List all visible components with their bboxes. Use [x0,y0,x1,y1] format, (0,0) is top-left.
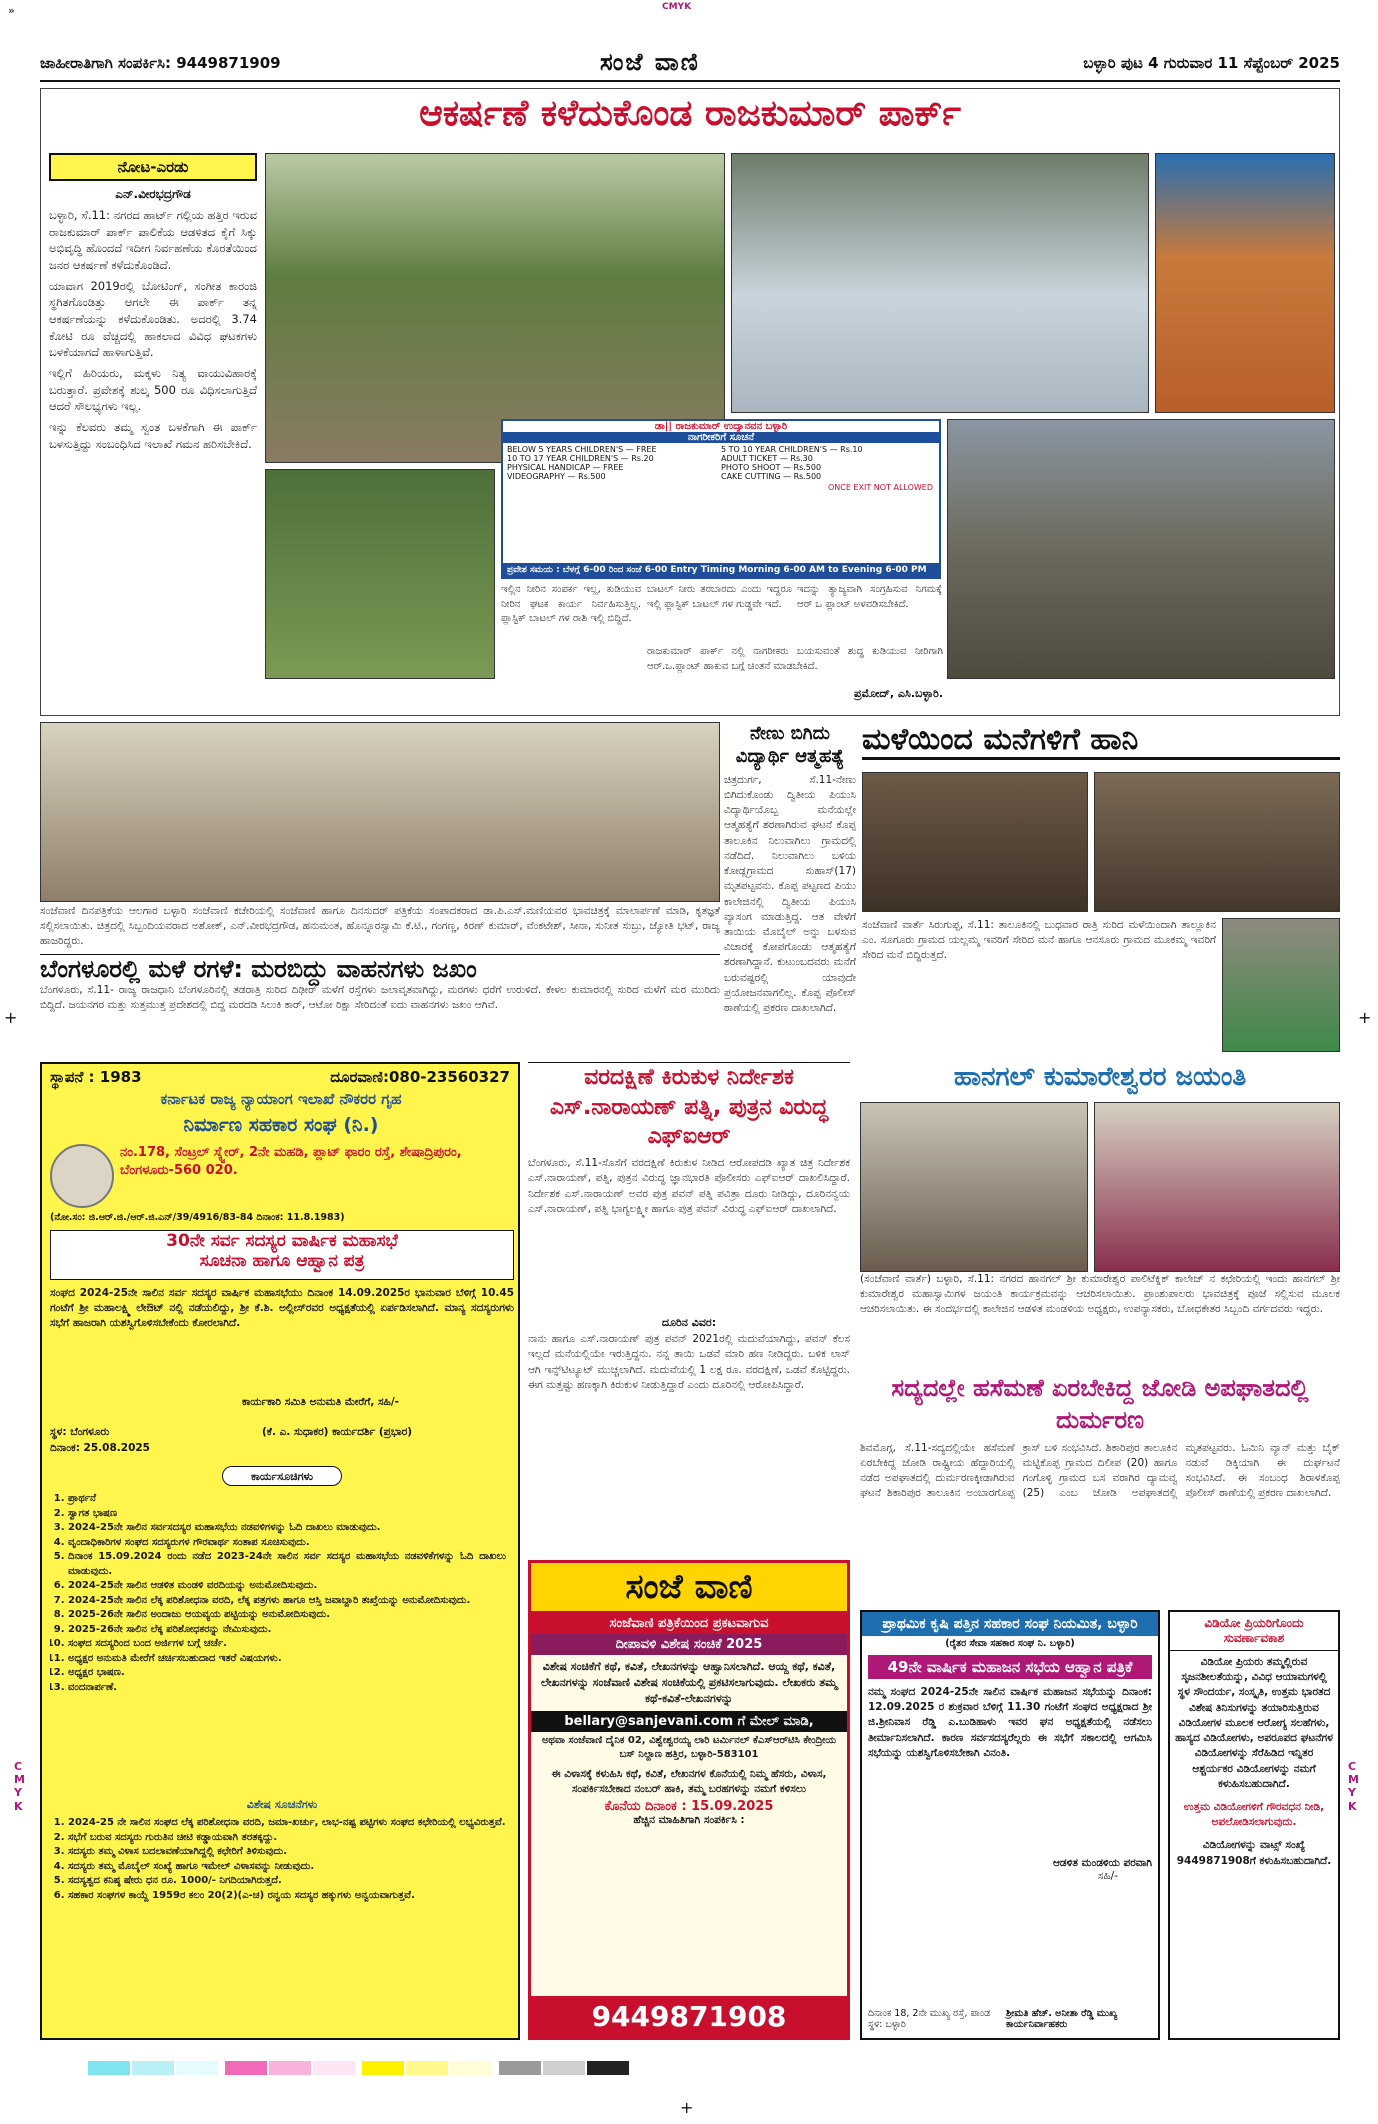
agenda-item: 8. 2025-26ನೇ ಸಾಲಿನ ಅಂದಾಜು ಆಯವ್ಯಯ ಪಟ್ಟಿಯನ್ನು ಅನುಮೋದಿಸುವುದು. [68,1608,506,1623]
cmyk-left: C M Y K [14,1760,25,1813]
note-item: 2. ಸಭೆಗೆ ಬರುವ ಸದಸ್ಯರು ಗುರುತಿನ ಚೀಟಿ ಕಡ್ಡಾಯವಾಗಿ ತರತಕ್ಕದ್ದು. [68,1831,506,1846]
sign-title: ಡಾ|| ರಾಜಕುಮಾರ್ ಉದ್ಯಾನವನ ಬಳ್ಳಾರಿ [654,421,788,432]
lead-credit: ಪ್ರಮೋದ್, ಎಸಿ.ಬಳ್ಳಾರಿ. [854,687,943,700]
sanjevani-ad-email: bellary@sanjevani.com ಗೆ ಮೇಲ್ ಮಾಡಿ, [531,1711,847,1732]
crosshair-right: + [1358,1008,1372,1027]
byline: ಎನ್.ವೀರಭದ್ರಗೌಡ [115,187,191,201]
pkps-sub: (ರೈತರ ಸೇವಾ ಸಹಕಾರ ಸಂಘ ನಿ. ಬಳ್ಳಾರಿ) [945,1638,1075,1649]
lead-footer-text: ರಾಜಕುಮಾರ್ ಪಾರ್ಕ್ ನಲ್ಲಿ ನಾಗರೀಕರು ಬಯಸುವಂತೆ ಶುದ್ಧ ಕುಡಿಯುವ ನೀರಿಗಾಗಿ ಆರ್.ಒ.ಪ್ಲಾಂಟ್ ಹಾಕುವ ಬಗ್ಗೆ ಚಿಂತನೆ ಮಾಡಬೇಕಿದೆ. [647,646,943,672]
sanjevani-ad-more: ಹೆಚ್ಚಿನ ಮಾಹಿತಿಗಾಗಿ ಸಂಪರ್ಕಿಸಿ : [633,1814,745,1827]
coop-ad [40,1062,520,2040]
lead-caption-3: ಇದನ್ನು ತ್ಯಾಜ್ಯವಾಗಿ ಸಂಗ್ರಹಿಸುವ ನಿಗಮಕ್ಕೆ ಆರ್ ಒ ಪ್ಲಾಂಟ್ ಅಳವಡಿಸಬೇಕಿದೆ. [797,584,942,610]
crosshair-left: + [4,1008,18,1027]
woman-photo [1222,918,1340,1052]
hanagal-photo-2 [1094,1102,1340,1272]
fir-body-1: ಬೆಂಗಳೂರು, ಸೆ.11-ಸೊಸೆಗೆ ವರದಕ್ಷಿಣೆ ಕಿರುಕುಳ ನೀಡಿದ ಆರೋಪದಡಿ ಖ್ಯಾತ ಚಿತ್ರ ನಿರ್ದೇಶಕ ಎಸ್.ನಾರಾಯಣ್, ಪತ್ನಿ, ಪುತ್ರನ ವಿರುದ್ಧ ಜ್ಞಾನಭಾರತಿ ಪೊಲೀಸರು ಎಫ್‌ಐಆರ್ ದಾಖಲಿಸಿದ್ದಾರೆ. ನಿರ್ದೇಶಕ ಎಸ್.ನಾರಾಯಣ್ ಅವರ ಪುತ್ರ ಪವನ್ ಪತ್ನಿ ಪವಿತ್ರಾ ದೂರು ನೀಡಿದ್ದು, ದೂರಿನನ್ವಯ ಎಸ್.ನಾರಾಯಣ್, ಪತ್ನಿ ಭಾಗ್ಯಲಕ್ಷ್ಮೀ ಹಾಗೂ ಪುತ್ರ ಪವನ್ ವಿರುದ್ಧ ಎಫ್‌ಐಆರ್ ದಾಖಲಾಗಿದೆ. [528,1157,850,1215]
rain-house-story [862,722,1340,1052]
sign-header: ನಾಗರೀಕರಿಗೆ ಸೂಚನೆ [503,432,939,443]
fir-story [528,1062,850,1554]
color-registration-bar [88,2060,988,2076]
agenda-item: 1. ಪ್ರಾರ್ಥನೆ [68,1492,506,1507]
coop-banner-2: ಸೂಚನಾ ಹಾಗೂ ಆಹ್ವಾನ ಪತ್ರ [199,1251,365,1271]
sign-note: ONCE EXIT NOT ALLOWED [827,483,933,492]
section-tag: ನೋಟ-ಎರಡು [49,153,257,181]
plastic-bottles-photo [731,153,1149,413]
note-item: 3. ಸದಸ್ಯರು ತಮ್ಮ ವಿಳಾಸ ಬದಲಾವಣೆಯಾಗಿದ್ದಲ್ಲಿ ಕಛೇರಿಗೆ ತಿಳಿಸುವುದು. [68,1845,506,1860]
sanjevani-ad-title: ಸಂಜೆವಾಣಿ ಪತ್ರಿಕೆಯಿಂದ ಪ್ರಕಟವಾಗುವ [531,1613,847,1634]
pkps-place: ದಿನಾಂಕ 18, 2ನೇ ಮುಖ್ಯ ರಸ್ತೆ, ಪಾಂಡ ಸ್ಥಳ: ಬಳ್ಳಾರಿ [868,2008,991,2030]
note-item: 4. ಸದಸ್ಯರು ತಮ್ಮ ಮೊಬೈಲ್ ಸಂಖ್ಯೆ ಹಾಗೂ ಇಮೇಲ್ ವಿಳಾಸವನ್ನು ನೀಡುವುದು. [68,1860,506,1875]
sign-rate: 5 TO 10 YEAR CHILDREN'S — Rs.10 [721,445,863,454]
hanagal-story [860,1062,1340,1284]
lead-caption-1: ಇಲ್ಲಿನ ನೀರಿನ ಸಂಪರ್ಕ ಇಲ್ಲ, ಕುಡಿಯುವ ನೀರಿನ ಘಟಕ ಕಾರ್ಯ ನಿರ್ವಹಿಸುತ್ತಿಲ್ಲ. ಪ್ಲಾಸ್ಟಿಕ್ ಬಾಟಲ್ ಗಳ ರಾಶಿ ಇಲ್ಲಿ ಬಿದ್ದಿದೆ. [501,584,641,624]
crosshair-bottom: + [680,2098,694,2117]
agenda-item: 2. ಸ್ವಾಗತ ಭಾಷಣ [68,1507,506,1522]
agenda-item: 3. 2024-25ನೇ ಸಾಲಿನ ಸರ್ವಸದಸ್ಯರ ಮಹಾಸಭೆಯ ನಡವಳಿಗಳನ್ನು ಓದಿ ದಾಖಲು ಮಾಡುವುದು. [68,1521,506,1536]
coop-banner [50,1230,514,1280]
accident-headline: ಸದ್ಯದಲ್ಲೇ ಹಸೆಮಣೆ ಏರಬೇಕಿದ್ದ ಜೋಡಿ ಅಪಘಾತದಲ್ಲಿ ದುರ್ಮರಣ [891,1374,1309,1435]
agenda-title: ಕಾರ್ಯಸೂಚಿಗಳು [222,1466,342,1486]
pkps-sahi: ಸಹಿ/- [1097,1870,1118,1882]
coop-phone: ದೂರವಾಣಿ:080-23560327 [330,1068,510,1086]
header-bar [40,48,1340,82]
video-ad-line-2: ಉತ್ತಮ ವಿಡಿಯೋಗಳಿಗೆ ಗೌರವಧನ ನೀಡಿ, ಅಪಲೋಡಿಸಲಾಗುವುದು. [1183,1800,1325,1829]
student-headline: ನೇಣು ಬಿಗಿದು ವಿದ್ಯಾರ್ಥಿ ಆತ್ಮಹತ್ಯೆ [735,723,845,768]
sign-timing: ಪ್ರವೇಶ ಸಮಯ : ಬೆಳಗ್ಗೆ 6-00 ರಿಂದ ಸಂಜೆ 6-00 Entry Timing Morning 6-00 AM to Evening 6-00 PM [503,563,939,577]
rain-house-body: ಸಂಜೆವಾಣಿ ವಾರ್ತೆ ಸಿರುಗುಪ್ಪ, ಸೆ.11: ತಾಲೂಕಿನಲ್ಲಿ ಬುಧವಾರ ರಾತ್ರಿ ಸುರಿದ ಮಳೆಯಿಂದಾಗಿ ತಾಲ್ಲೂಕಿನ ಎಂ. ಸೂಗೂರು ಗ್ರಾಮದ ಯಲ್ಲಮ್ಮ ಇವರಿಗೆ ಸೇರಿದ ಮನೆ ಹಾಗೂ ಆನಸೂರು ಗ್ರಾಮದ ಮೂಕಮ್ಮ ಇವರಿಗೆ ಸೇರಿದ ಮನೆ ಬಿದ್ದಿರುತ್ತದೆ. [862,919,1216,962]
student-body: ಚಿತ್ರದುರ್ಗ, ಸೆ.11-ನೇಣು ಬಿಗಿದುಕೊಂಡು ದ್ವಿತೀಯ ಪಿಯುಸಿ ವಿದ್ಯಾರ್ಥಿಯೊಬ್ಬ ಮನೆಯಲ್ಲೇ ಆತ್ಮಹತ್ಯೆಗೆ ಶರಣಾಗಿರುವ ಘಟನೆ ಕೊಪ್ಪ ತಾಲೂಕಿನ ನಿಲುವಾಗಿಲು ಗ್ರಾಮದಲ್ಲಿ ನಡೆದಿದೆ. ನಿಲುವಾಗಿಲು ಬಳಿಯ ಕೋಡ್ಲಗ್ರಾಮದ ಸುಹಾಸ್(17) ಮೃತಪಟ್ಟವನು. ಕೊಪ್ಪ ಪಟ್ಟಣದ ಪಿಯು ಕಾಲೇಜಿನಲ್ಲಿ ದ್ವಿತೀಯ ಪಿಯುಸಿ ವ್ಯಾಸಂಗ ಮಾಡುತ್ತಿದ್ದ. ಆತ ವೇಳೆಗೆ ತಾಯಿಯ ಮೊಬೈಲ್ ಅನ್ನು ಬಳಸುವ ವಿಚಾರಕ್ಕೆ ಕೋಪಗೊಂಡು ಆತ್ಮಹತ್ಯೆಗೆ ಶರಣಾಗಿದ್ದಾನೆ. ಕುಟುಂಬದವರು ಮನೆಗೆ ಬರುವಷ್ಟರಲ್ಲಿ ಯಾವುದೇ ಪ್ರಯೋಜನವಾಗಲಿಲ್ಲ. ಕೊಪ್ಪ ಪೊಲೀಸ್ ಠಾಣೆಯಲ್ಲಿ ಪ್ರಕರಣ ದಾಖಲಾಗಿದೆ. [724,773,856,1015]
top-arrows: » [8,4,15,17]
bengaluru-rain-headline: ಬೆಂಗಳೂರಲ್ಲಿ ಮಳೆ ರಗಳೆ: ಮರಬಿದ್ದು ವಾಹನಗಳು ಜಖಂ [40,955,477,983]
fir-headline: ವರದಕ್ಷಿಣೆ ಕಿರುಕುಳ ನಿರ್ದೇಶಕ ಎಸ್.ನಾರಾಯಣ್ ಪತ್ನಿ, ಪುತ್ರನ ವಿರುದ್ಧ ಎಫ್‌ಐಆರ್ [549,1065,829,1150]
lead-headline: ಆಕರ್ಷಣೆ ಕಳೆದುಕೊಂಡ ರಾಜಕುಮಾರ್ ಪಾರ್ಕ್ [419,93,961,134]
cmyk-right: C M Y K [1348,1760,1359,1813]
park-pathway-photo [265,153,725,463]
agenda-item: 7. 2024-25ನೇ ಸಾಲಿನ ಲೆಕ್ಕ ಪರಿಶೋಧನಾ ವರದಿ, ಲೆಕ್ಕ ಪತ್ರಗಳು ಹಾಗೂ ಆಸ್ತಿ ಜವಾಬ್ದಾರಿ ತಃಖ್ತೆಯನ್ನು ಅನುಮೋದಿಸುವುದು. [68,1594,506,1609]
lead-story [40,88,1340,716]
sign-rate: CAKE CUTTING — Rs.500 [721,472,822,481]
pkps-signoff: ಆಡಳಿತ ಮಂಡಳಿಯ ಪರವಾಗಿ [1053,1857,1152,1869]
masthead: ಸಂಜೆ ವಾಣಿ [600,48,700,76]
damaged-roof-photo-2 [1094,772,1340,912]
lead-caption-2: ಬಾಟಲ್ ನೀರು ತರಬಾರದು ಎಂದು ಇದ್ದರೂ ಇಲ್ಲಿ ಪ್ಲಾಸ್ಟಿಕ್ ಬಾಟಲ್ ಗಳ ಗುಡ್ಡವೇ ಇದೆ. [647,584,792,610]
tribute-caption: ಸಂಜೆವಾಣಿ ದಿನಪತ್ರಿಕೆಯ ಆಲಗಾರ ಬಳ್ಳಾರಿ ಸಂಜೆವಾಣಿ ಕಚೇರಿಯಲ್ಲಿ ಸಂಜೆವಾಣಿ ಹಾಗೂ ದಿನಸುದರ್ ಪತ್ರಿಕೆಯ ಸಂಪಾದಕರಾದ ಡಾ.ಪಿ.ಎಸ್.ಮಣಿಯವರ ಭಾವಚಿತ್ರಕ್ಕೆ ಮಾಲಾರ್ಪಣೆ ಮಾಡಿ, ಕೃತಜ್ಞತೆ ಸಲ್ಲಿಸಲಾಯಿತು. ಚಿತ್ರದಲ್ಲಿ ಸಿಬ್ಬಂದಿಯವರಾದ ಅಶೋಕ್, ಎನ್.ವೀರಭದ್ರಗೌಡ, ಹನುಮಂತ, ಹೊನ್ನೂರಸ್ವಾಮಿ ಕೆ.ಟಿ., ಗಂಗಣ್ಣ, ಕಿರಣ್ ಕುಮಾರ್, ವೆಂಕಟೇಶ್, ಸೀನಾ, ಸುನೀತ ಸುಬ್ರು, ಜ್ಯೋತಿ ಭಟ್, ರಾಜ್ಯ ಹಾಜರಿದ್ದರು. [40,905,720,948]
building-photo [1155,153,1335,413]
note-item: 6. ಸಹಕಾರ ಸಂಘಗಳ ಕಾಯ್ದೆ 1959ರ ಕಲಂ 20(2)(ಎ-ಚ) ರನ್ವಯ ಸದಸ್ಯರ ಹಕ್ಕುಗಳು ಅನ್ವಯವಾಗುತ್ತವೆ. [68,1889,506,1904]
coop-secretary: (ಕೆ. ಎ. ಸುಧಾಕರ) ಕಾರ್ಯದರ್ಶಿ (ಪ್ರಭಾರ) [262,1426,413,1438]
ad-contact: ಜಾಹೀರಾತಿಗಾಗಿ ಸಂಪರ್ಕಿಸಿ: 9449871909 [40,54,281,72]
notes-title: ವಿಶೇಷ ಸೂಚನೆಗಳು [246,1798,318,1811]
sign-rate: 10 TO 17 YEAR CHILDREN'S — Rs.20 [507,454,654,463]
lead-column: ಬಳ್ಳಾರಿ, ಸೆ.11: ನಗರದ ಹಾರ್ಟ್ ಗಲ್ಲಿಯ ಹತ್ತಿರ ಇರುವ ರಾಜಕುಮಾರ್ ಪಾರ್ಕ್ ಪಾಲಿಕೆಯ ಆಡಳಿತದ ಕೈಗೆ ಸಿಕ್ಕು ಅಭಿವೃದ್ಧಿ ಹೊಂದದೆ ಇದೀಗ ನಿರ್ವಹಣೆಯ ಕೊರತೆಯಿಂದ ಜನರ ಆಕರ್ಷಣೆ ಕಳೆದುಕೊಂಡಿದೆ. ಯಾವಾಗ 2019ರಲ್ಲಿ ಬೋಟಿಂಗ್, ಸಂಗೀತ ಕಾರಂಜಿ ಸ್ಥಗಿತಗೊಂಡಿತ್ತು ಆಗಲೇ ಈ ಪಾರ್ಕ್ ತನ್ನ ಆಕರ್ಷಣೆಯನ್ನು ಕಳೆದುಕೊಂಡಿತು. ಅದರಲ್ಲಿ 3.74 ಕೋಟಿ ರೂ ವೆಚ್ಚದಲ್ಲಿ ಹಾಕಲಾದ ವಿವಿಧ ಘಟಕಗಳು ಬಳಕೆಯಾಗದೆ ಹಾಳಾಗುತ್ತಿವೆ. ಇಲ್ಲಿಗೆ ಹಿರಿಯರು, ಮಕ್ಕಳು ನಿತ್ಯ ವಾಯುವಿಹಾರಕ್ಕೆ ಬರುತ್ತಾರೆ. ಪ್ರವೇಶಕ್ಕೆ ಶುಲ್ಕ 500 ರೂ ವಿಧಿಸಲಾಗುತ್ತಿದೆ ಆದರೆ ಸೌಲಭ್ಯಗಳು ಇಲ್ಲ. ಇನ್ನು ಕೆಲವರು ತಮ್ಮ ಸ್ವಂತ ಬಳಕೆಗಾಗಿ ಈ ಪಾರ್ಕ್ ಬಳಸುತ್ತಿದ್ದು ಸಂಬಂಧಿಸಿದ ಇಲಾಖೆ ಗಮನ ಹರಿಸಬೇಕಿದೆ. [49,208,257,451]
pkps-ad [860,1610,1160,2040]
agenda-item: 6. 2024-25ನೇ ಸಾಲಿನ ಆಡಳಿತ ಮಂಡಳಿ ವರದಿಯನ್ನು ಅನುಮೋದಿಸುವುದು. [68,1579,506,1594]
bengaluru-rain-story [40,954,720,1046]
sign-rate: ADULT TICKET — Rs.30 [721,454,813,463]
sign-rate: VIDEOGRAPHY — Rs.500 [507,472,606,481]
sanjevani-ad-subtitle: ದೀಪಾವಳಿ ವಿಶೇಷ ಸಂಚಿಕೆ 2025 [531,1634,847,1655]
sanjevani-ad-body: ವಿಶೇಷ ಸಂಚಿಕೆಗೆ ಕಥೆ, ಕವಿತೆ, ಲೇಖನಗಳನ್ನು ಆಹ್ವಾನಿಸಲಾಗಿದೆ. ಆಯ್ದ ಕಥೆ, ಕವಿತೆ, ಲೇಖನಗಳನ್ನು ಸಂಜೆವಾಣಿ ವಿಶೇಷ ಸಂಚಿಕೆಯಲ್ಲಿ ಪ್ರಕಟಿಸಲಾಗುವುದು. ಲೇಖಕರು ತಮ್ಮ ಕಥೆ-ಕವಿತೆ-ಲೇಖನಗಳನ್ನು [540,1660,838,1705]
hanagal-headline: ಹಾನಗಲ್ ಕುಮಾರೇಶ್ವರರ ಜಯಂತಿ [953,1062,1247,1092]
fir-subhead: ದೂರಿನ ವಿವರ: [661,1316,717,1330]
rain-house-headline: ಮಳೆಯಿಂದ ಮನೆಗಳಿಗೆ ಹಾನಿ [862,722,1340,760]
high-court-emblem-icon [50,1144,114,1208]
video-ad-heading: ವಿಡಿಯೋ ಪ್ರಿಯರಿಗೊಂದು ಸುವರ್ಣಾವಕಾಶ [1170,1612,1338,1651]
sanjevani-ad-deadline: ಕೊನೆಯ ದಿನಾಂಕ : 15.09.2025 [604,1799,774,1815]
coop-established: ಸ್ಥಾಪನೆ : 1983 [50,1068,142,1086]
agenda-item: 9. 2025-26ನೇ ಸಾಲಿನ ಲೆಕ್ಕ ಪರಿಶೋಧಕರನ್ನು ನೇಮಿಸುವುದು. [68,1623,506,1638]
sanjevani-ad-body-2: ಈ ವಿಳಾಸಕ್ಕೆ ಕಳುಹಿಸಿ ಕಥೆ, ಕವಿತೆ, ಲೇಖನಗಳ ಕೊನೆಯಲ್ಲಿ ನಿಮ್ಮ ಹೆಸರು, ವಿಳಾಸ, ಸಂಪರ್ಕಿಸಬೇಕಾದ ನಂಬರ್ ಹಾಕಿ, ತಮ್ಮ ಬರಹಗಳನ್ನು ನಮಗೆ ಕಳಿಸಲು [551,1767,827,1796]
coop-reg: (ನೋ.ಸಂ: ಜಿ.ಆರ್.ಜಿ./ಆರ್.ಜಿ.ಎನ್/39/4916/83-84 ದಿನಾಂಕ: 11.8.1983) [50,1212,345,1223]
agenda-item: 4. ವೃಂದಾಧಿಕಾರಿಗಳ ಸಂಘದ ಸದಸ್ಯರುಗಳ ಗೌರವಾರ್ಥ ಸಂತಾಪ ಸೂಚಿಸುವುದು. [68,1536,506,1551]
top-cmyk-mark: CMYK [662,2,692,12]
accident-body: ಶಿವಮೊಗ್ಗ, ಸೆ.11-ಸದ್ಯದಲ್ಲಿಯೇ ಹಸೆಮಣೆ ಏರಬೇಕಿದ್ದ ಜೋಡಿ ರಾಷ್ಟ್ರೀಯ ಹೆದ್ದಾರಿಯಲ್ಲಿ ನಡೆದ ಅಪಘಾತದಲ್ಲಿ ದುರ್ಮರಣಕ್ಕೀಡಾಗಿರುವ ಘಟನೆ ಶಿಕಾರಿಪುರ ತಾಲೂಕಿನ ಅಂಬಾರಗೊಪ್ಪ ಕ್ರಾಸ್ ಬಳಿ ಸಂಭವಿಸಿದೆ. ಶಿಕಾರಿಪುರ ತಾಲೂಕಿನ ಮಟ್ಟಿಕೊಪ್ಪ ಗ್ರಾಮದ ದಿಲೀಪ (20) ಹಾಗೂ ಗಂಗೊಳ್ಳಿ ಗ್ರಾಮದ ಬಸ ವರಾಗಿರ ದ್ಯಾಮವ್ವ (25) ಎಂಬ ಜೋಡಿ ಅಪಘಾತದಲ್ಲಿ ಮೃತಪಟ್ಟವರು. ಓಮಿನಿ ವ್ಯಾನ್ ಮತ್ತು ಬೈಕ್ ನಡುವೆ ಡಿಕ್ಕಿಯಾಗಿ ಈ ದುರ್ಘಟನೆ ಸಂಭವಿಸಿದೆ. ಈ ಸಂಬಂಧ ಶಿರಾಳಕೊಪ್ಪ ಪೊಲೀಸ್ ಠಾಣೆಯಲ್ಲಿ ಪ್ರಕರಣ ದಾಖಲಾಗಿದೆ. [860,1441,1340,1500]
note-item: 1. 2024-25 ನೇ ಸಾಲಿನ ಸಂಘದ ಲೆಕ್ಕ ಪರಿಶೋಧನಾ ವರದಿ, ಜಮಾ-ಖರ್ಚು, ಲಾಭ-ನಷ್ಟ ಪಟ್ಟಿಗಳು ಸಂಘದ ಕಛೇರಿಯಲ್ಲಿ ಲಭ್ಯವಿರುತ್ತವೆ. [68,1816,506,1831]
agenda-item: 11. ಅಧ್ಯಕ್ಷರ ಅನುಮತಿ ಮೇರೆಗೆ ಚರ್ಚಿಸಬಹುದಾದ ಇತರೆ ವಿಷಯಗಳು. [68,1652,506,1667]
pkps-banner: 49ನೇ ವಾರ್ಷಿಕ ಮಹಾಜನ ಸಭೆಯ ಆಹ್ವಾನ ಪತ್ರಿಕೆ [868,1655,1152,1679]
tribute-photo [40,722,720,902]
notes-list [50,1816,506,2034]
pkps-secretary: ಶ್ರೀಮತಿ ಹೆಚ್. ಅನೀತಾ ರೆಡ್ಡಿ ಮುಖ್ಯ ಕಾರ್ಯನಿರ್ವಾಹಕರು [1006,2008,1118,2030]
hanagal-photo-1 [860,1102,1088,1272]
sanjevani-ad-phone: 9449871908 [531,1996,847,2037]
coop-place: ಸ್ಥಳ: ಬೆಂಗಳೂರು [50,1426,110,1438]
sanjevani-ad-address: ಅಥವಾ ಸಂಜೆವಾಣಿ ದೈನಿಕ 02, ವಿಶ್ವೇಶ್ವರಯ್ಯ ಲಾರಿ ಟರ್ಮಿನಲ್ ಕೆಎಸ್‌ಆರ್‌ಟಿಸಿ ಕೇಂದ್ರೀಯ ಬಸ್ ನಿಲ್ದಾಣ ಹತ್ತಿರ, ಬಳ್ಳಾರಿ-583101 [541,1734,837,1761]
coop-address: ನಂ.178, ಸೆಂಟ್ರಲ್ ಸ್ಕ್ವೇರ್, 2ನೇ ಮಹಡಿ, ಪ್ಲಾಟ್ ಫಾರಂ ರಸ್ತೆ, ಶೇಷಾದ್ರಿಪುರಂ, ಬೆಂಗಳೂರು-560 020. [120,1145,462,1179]
agenda-list [50,1492,506,1792]
sign-rate: BELOW 5 YEARS CHILDREN'S — FREE [507,445,657,454]
agenda-item: 10. ಸಂಘದ ಸದಸ್ಯರಿಂದ ಬಂದ ಅರ್ಜಿಗಳ ಬಗ್ಗೆ ಚರ್ಚೆ. [68,1637,506,1652]
park-rate-signboard [501,419,941,579]
damaged-roof-photo-1 [862,772,1088,912]
bengaluru-rain-body: ಬೆಂಗಳೂರು, ಸೆ.11- ರಾಜ್ಯ ರಾಜಧಾನಿ ಬೆಂಗಳೂರಿನಲ್ಲಿ ತಡರಾತ್ರಿ ಸುರಿದ ದಿಢೀರ್ ಮಳೆಗೆ ರಸ್ತೆಗಳು ಜಲಾವೃತವಾಗಿದ್ದು, ಮರಗಳು ಧರೆಗೆ ಉರುಳಿದೆ. ಕೇಳಲ ಕುಮಾರನಲ್ಲಿ ಸುರಿದ ಮಳೆಗೆ ಮರ ಮುರಿದು ಬಿದ್ದಿದೆ. ಜಯನಗರ ಮತ್ತು ಸುತ್ತಮುತ್ತ ಪ್ರದೇಶದಲ್ಲಿ ಬಿದ್ದ ಮರದಡಿ ಸಿಲುಕಿ ಕಾರ್, ಆಟೋ ರಿಕ್ಷಾ ಸೇರಿದಂತೆ ಐದು ವಾಹನಗಳು ಜಖಂ ಆಗಿವೆ. [40,984,720,1012]
dateline: ಬಳ್ಳಾರಿ ಪುಟ 4 ಗುರುವಾರ 11 ಸೆಪ್ಟೆಂಬರ್ 2025 [1083,54,1340,72]
note-item: 5. ಸದಸ್ಯತ್ವದ ಕನಿಷ್ಠ ಷೇರು ಧನ ರೂ. 1000/- ನಿಗದಿಯಾಗಿರುತ್ತದೆ. [68,1874,506,1889]
fir-body-2: ನಾನು ಹಾಗೂ ಎಸ್.ನಾರಾಯಣ್ ಪುತ್ರ ಪವನ್ 2021ರಲ್ಲಿ ಮದುವೆಯಾಗಿದ್ದು, ಪವನ್ ಕೆಲಸ ಇಲ್ಲದೆ ಮನೆಯಲ್ಲಿಯೇ ಇರುತ್ತಿದ್ದನು. ನನ್ನ ತಾಯಿ ಒಡವೆ ಮಾರಿ ಹಣ ನೀಡಿದ್ದರು. ಬಳಿಕ ಲಾಸ್ ಆಗಿ ಇನ್ಸ್‌ಟಿಟ್ಯೂಟ್ ಮುಚ್ಚಲಾಗಿದೆ. ಮದುವೆಯಲ್ಲಿ 1 ಲಕ್ಷ ರೂ. ವರದಕ್ಷಿಣೆ, ಒಡವೆ ಕೊಟ್ಟಿದ್ದರು. ಈಗ ಮತ್ತಷ್ಟು ಹಣಕ್ಕಾಗಿ ಕಿರುಕುಳ ನೀಡುತ್ತಿದ್ದಾರೆ ಎಂದು ದೂರಿನಲ್ಲಿ ಆರೋಪಿಸಿದ್ದಾರೆ. [528,1333,850,1391]
video-ad-line-3: ವಿಡಿಯೋಗಳನ್ನು ವಾಟ್ಸ್ ಸಂಖ್ಯೆ 9449871908ಗೆ ಕಳುಹಿಸಬಹುದಾಗಿದೆ. [1176,1839,1332,1867]
hanagal-body: (ಸಂಜೆವಾಣಿ ವಾರ್ತೆ) ಬಳ್ಳಾರಿ, ಸೆ.11: ನಗರದ ಹಾನಗಲ್ ಶ್ರೀ ಕುಮಾರೇಶ್ವರ ಪಾಲಿಟೆಕ್ನಿಕ್ ಕಾಲೇಜ್ ನ ಕಛೇರಿಯಲ್ಲಿ ಇಂದು ಹಾನಗಲ್ ಶ್ರೀ ಕುಮಾರೇಶ್ವರ ಮಹಾಸ್ವಾಮಿಗಳ ಜಯಂತಿ ಕಾರ್ಯಕ್ರಮವನ್ನು ಆಚರಿಸಲಾಯಿತು. ಪ್ರಾಂಶುಪಾಲರು ಭಾವಚಿತ್ರಕ್ಕೆ ಪೂಜೆ ಸಲ್ಲಿಸುವ ಮೂಲಕ ಆಚರಿಸಲಾಯಿತು. ಈ ಸಂದರ್ಭದಲ್ಲಿ ಕಾಲೇಜಿನ ಆಡಳಿತ ಮಂಡಳಿಯ ಅಧ್ಯಕ್ಷರು, ಉಪನ್ಯಾಸಕರು, ಬೋಧಕೇತರ ಸಿಬ್ಬಂದಿ ವರ್ಗದವರು ಇದ್ದರು. [860,1273,1340,1316]
coop-date: ದಿನಾಂಕ: 25.08.2025 [50,1442,150,1454]
agenda-item: 13. ವಂದನಾರ್ಪಣೆ. [68,1681,506,1696]
sanjevani-ad [528,1560,850,2040]
pkps-title: ಪ್ರಾಥಮಿಕ ಕೃಷಿ ಪತ್ತಿನ ಸಹಕಾರ ಸಂಘ ನಿಯಮಿತ, ಬಳ್ಳಾರಿ [862,1612,1158,1636]
video-ad-line-1: ವಿಡಿಯೋ ಪ್ರಿಯರು ತಮ್ಮಲ್ಲಿರುವ ಸೃಜನಶೀಲತೆಯನ್ನು, ವಿವಿಧ ಆಯಾಮಗಳಲ್ಲಿ ಸ್ಥಳ ಸೌಂದರ್ಯ, ಸಂಸ್ಕೃತಿ, ಉತ್ತಮ ಭಾರತದ ವಿಶೇಷ ತಿನಿಸುಗಳನ್ನು ತಯಾರಿಸುತ್ತಿರುವ ವಿಡಿಯೋಗಳ ಮೂಲಕ ಆರೋಗ್ಯ ಸಲಹೆಗಳು, ಹಾಸ್ಯದ ವಿಡಿಯೋಗಳು, ಅಪರೂಪದ ಘಟನೆಗಳ ವಿಡಿಯೋಗಳನ್ನು ಸೆರೆಹಿಡಿದ ಇನ್ನಿತರ ಆಶ್ಚರ್ಯಕರ ವಿಡಿಯೋಗಳನ್ನು ನಮಗೆ ಕಳುಹಿಸಬಹುದಾಗಿದೆ. [1175,1656,1333,1790]
sanjevani-logo: ಸಂಜೆ ವಾಣಿ [531,1563,847,1613]
smoke-ruins-photo [947,419,1335,679]
sign-rate: PHOTO SHOOT — Rs.500 [721,463,822,472]
coop-title-1: ಕರ್ನಾಟಕ ರಾಜ್ಯ ನ್ಯಾಯಾಂಗ ಇಲಾಖೆ ನೌಕರರ ಗೃಹ [160,1090,402,1108]
pkps-body: ನಮ್ಮ ಸಂಘದ 2024-25ನೇ ಸಾಲಿನ ವಾರ್ಷಿಕ ಮಹಾಜನ ಸಭೆಯನ್ನು ದಿನಾಂಕ: 12.09.2025 ರ ಶುಕ್ರವಾರ ಬೆಳಿಗ್ಗೆ 11.30 ಗಂಟೆಗೆ ಸಂಘದ ಅಧ್ಯಕ್ಷರಾದ ಶ್ರೀ ಜಿ.ಶ್ರೀನಿವಾಸ ರೆಡ್ಡಿ ಎ.ಬುಡಿಹಾಳು ಇವರ ಘನ ಅಧ್ಯಕ್ಷತೆಯಲ್ಲಿ ನಡೆಸಲು ತೀರ್ಮಾನಿಸಲಾಗಿದೆ. ಕಾರಣ ಸರ್ವಸದಸ್ಯರೆಲ್ಲರು ಈ ಸಭೆಗೆ ಸಕಾಲದಲ್ಲಿ ಆಗಮಿಸಿ ಸಭೆಯನ್ನು ಯಶಸ್ವಿಗೊಳಿಸಬೇಕಾಗಿ ವಿನಂತಿ. [868,1686,1152,1759]
sign-rate: PHYSICAL HANDICAP — FREE [507,463,624,472]
coop-notice: ಸಂಘದ 2024-25ನೇ ಸಾಲಿನ ಸರ್ವ ಸದಸ್ಯರ ವಾರ್ಷಿಕ ಮಹಾಸಭೆಯು ದಿನಾಂಕ 14.09.2025ರ ಭಾನುವಾರ ಬೆಳಿಗ್ಗೆ 10.45 ಗಂಟೆಗೆ ಶ್ರೀ ಮಹಾಲಕ್ಷ್ಮಿ ಲೇಔಟ್ ನಲ್ಲಿ ನಡೆಯಲಿದ್ದು, ಶ್ರೀ ಕೆ.ಶಿ. ಅಲ್ಲೀಸ್‌ರವರ ಅಧ್ಯಕ್ಷತೆಯಲ್ಲಿ ಏರ್ಪಡಿಸಲಾಗಿದೆ. ಮಾನ್ಯ ಸದಸ್ಯರುಗಳು ಸಭೆಗೆ ಹಾಜರಾಗಿ ಯಶಸ್ವಿಗೊಳಿಸಬೇಕೆಂದು ಕೋರಲಾಗಿದೆ. [50,1287,514,1330]
coop-title-2: ನಿರ್ಮಾಣ ಸಹಕಾರ ಸಂಘ (ನಿ.) [183,1114,379,1136]
video-ad [1168,1610,1340,2040]
agenda-item: 5. ದಿನಾಂಕ 15.09.2024 ರಂದು ನಡೆದ 2023-24ನೇ ಸಾಲಿನ ಸರ್ವ ಸದಸ್ಯರ ಮಹಾಸಭೆಯ ನಡವಳಿಕೆಗಳನ್ನು ಓದಿ ದಾಖಲು ಮಾಡುವುದು. [68,1550,506,1579]
park-gardener-photo [265,469,495,679]
accident-story [860,1372,1340,1602]
coop-banner-1: 30ನೇ ಸರ್ವ ಸದಸ್ಯರ ವಾರ್ಷಿಕ ಮಹಾಸಭೆ [166,1231,398,1251]
agenda-item: 12. ಅಧ್ಯಕ್ಷರ ಭಾಷಣ. [68,1666,506,1681]
coop-signoff: ಕಾರ್ಯಕಾರಿ ಸಮಿತಿ ಅನುಮತಿ ಮೇರೆಗೆ, ಸಹಿ/- [242,1396,400,1408]
